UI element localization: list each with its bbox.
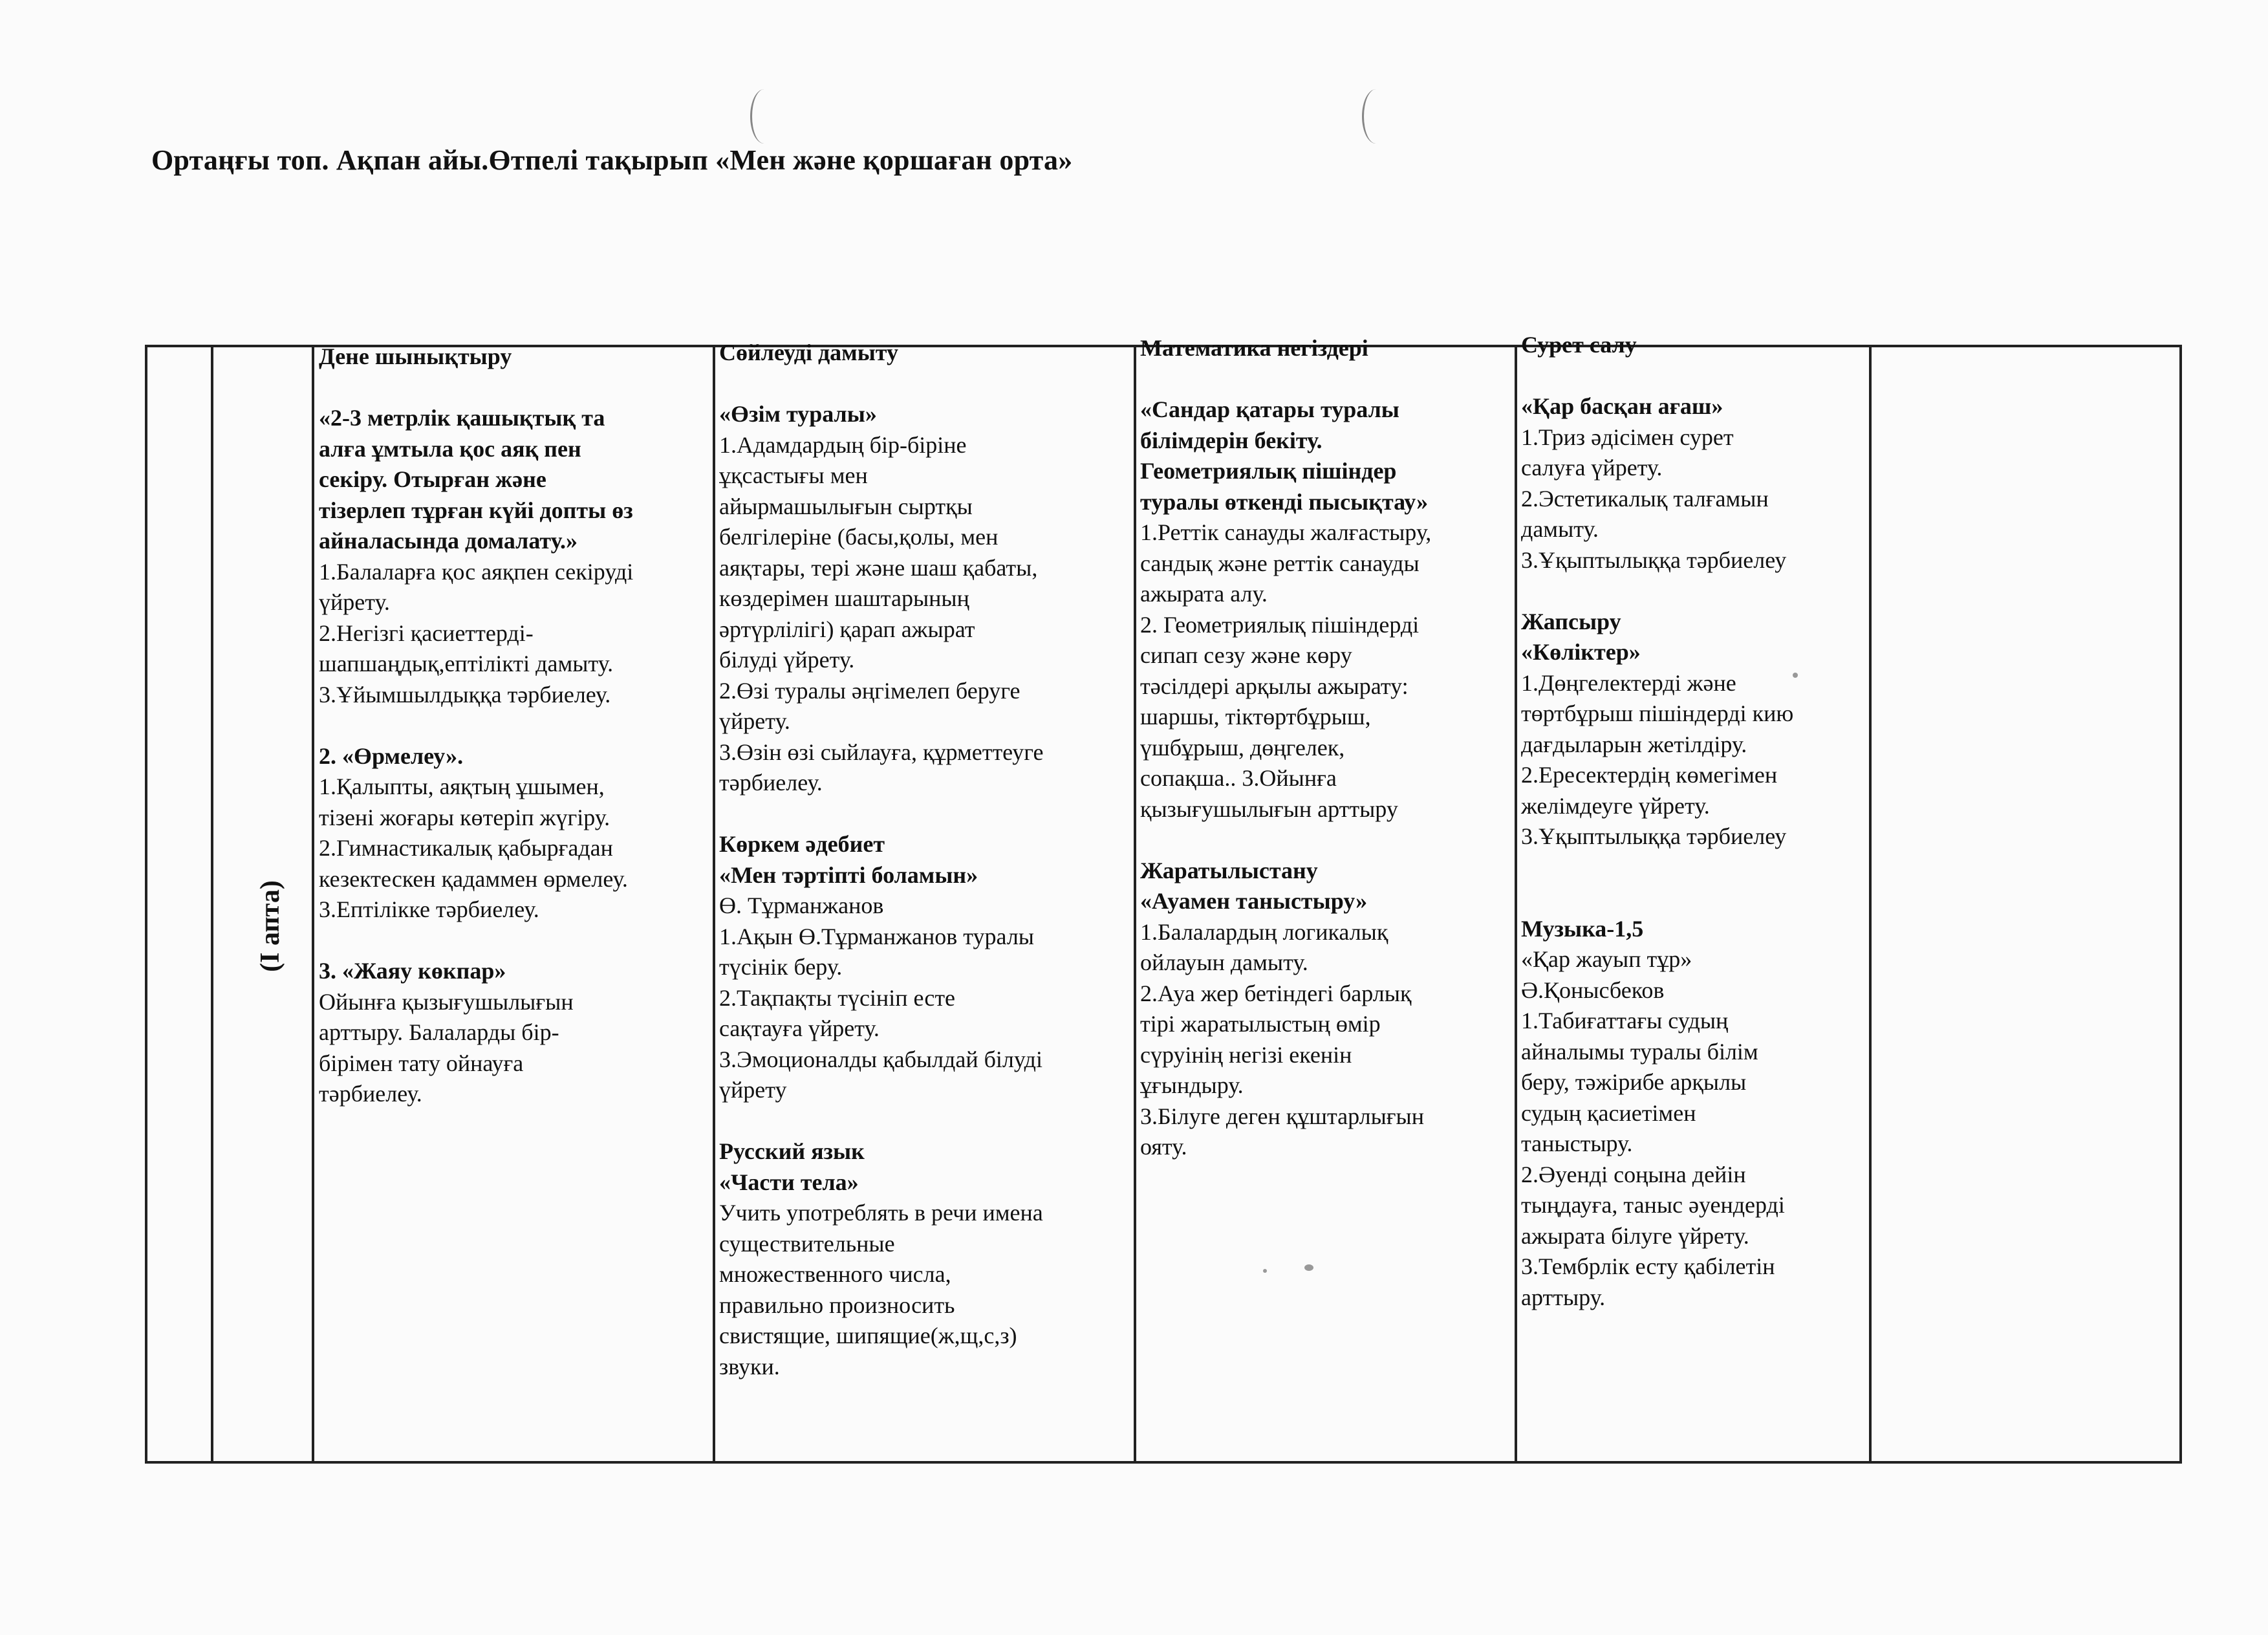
text-line: Ө. Тұрманжанов — [719, 893, 884, 918]
scan-speck — [1263, 1269, 1267, 1273]
section-heading-line: алға ұмтыла қос аяқ пен — [319, 435, 581, 462]
column-rule — [1515, 345, 1517, 1464]
text-line: 1.Реттік санауды жалғастыру, — [1140, 519, 1432, 545]
line-gap — [319, 710, 633, 741]
section-heading-line: «Көліктер» — [1521, 639, 1641, 665]
text-line: дағдыларын жетілдіру. — [1521, 731, 1747, 757]
text-line: существительные — [719, 1230, 895, 1257]
text-line: тәрбиелеу. — [719, 770, 823, 796]
text-line: Учить употреблять в речи имена — [719, 1200, 1043, 1226]
scan-speck — [1304, 1264, 1313, 1271]
section-heading-line: Жаратылыстану — [1140, 857, 1318, 883]
text-line: кезектескен қадаммен өрмелеу. — [319, 865, 628, 892]
text-line: 3.Ұқыптылыққа тәрбиелеу — [1521, 823, 1787, 849]
section-heading-line: Жапсыру — [1521, 608, 1621, 634]
text-line: 2.Өзі туралы әңгімелеп беруге — [719, 677, 1021, 704]
section-heading-line: «Части тела» — [719, 1169, 859, 1195]
text-line: тірі жаратылыстың өмір — [1140, 1011, 1381, 1037]
text-line: бірімен тату ойнауға — [319, 1050, 524, 1076]
section-heading-line: айналасында домалату.» — [319, 528, 578, 554]
text-line: көздерімен шаштарының — [719, 585, 969, 611]
section-heading-line: Дене шынықтыру — [319, 343, 512, 369]
text-line: дамыту. — [1521, 516, 1599, 542]
line-gap — [719, 1106, 1044, 1137]
column-speech-development — [719, 338, 1044, 1382]
text-line: 1.Табиғаттағы судың — [1521, 1008, 1729, 1034]
section-heading-line: «Өзім туралы» — [719, 401, 877, 427]
section-heading-line: «Мен тәртіпті боламын» — [719, 861, 978, 888]
text-line: айырмашылығын сыртқы — [719, 493, 973, 519]
text-line: 2.Ересектердің көмегімен — [1521, 762, 1778, 788]
text-line: 3.Ұқыптылыққа тәрбиелеу — [1521, 547, 1787, 573]
text-line: судың қасиетімен — [1521, 1099, 1696, 1126]
text-line: 1.Триз әдісімен сурет — [1521, 424, 1734, 450]
text-line: шаршы, тіктөртбұрыш, — [1140, 704, 1371, 730]
text-line: тәсілдері арқылы ажырату: — [1140, 673, 1409, 699]
line-gap — [719, 799, 1044, 830]
text-line: 3.Ептілікке тәрбиелеу. — [319, 896, 539, 922]
text-line: правильно произносить — [719, 1292, 955, 1318]
text-line: 3.Ұйымшылдыққа тәрбиелеу. — [319, 681, 611, 708]
section-heading-line: «Сандар қатары туралы — [1140, 396, 1399, 422]
text-line: ажырата алу. — [1140, 581, 1268, 607]
text-line: 3.Өзін өзі сыйлауға, құрметтеуге — [719, 739, 1044, 765]
section-heading-line: Геометриялық пішіндер — [1140, 458, 1397, 484]
text-line: шапшаңдық,ептілікті дамыту. — [319, 651, 614, 677]
text-line: ойлауын дамыту. — [1140, 949, 1308, 975]
text-line: ажырата білуге үйрету. — [1521, 1222, 1749, 1249]
text-line: тізені жоғары көтеріп жүгіру. — [319, 804, 610, 830]
section-heading-line: Русский язык — [719, 1138, 865, 1164]
text-line: 1.Дөңгелектерді және — [1521, 669, 1736, 696]
text-line: төртбұрыш пішіндерді кию — [1521, 700, 1794, 726]
section-heading-line: секіру. Отырған және — [319, 466, 546, 492]
section-heading-line: 2. «Өрмелеу». — [319, 742, 464, 769]
section-heading-line: 3. «Жаяу көкпар» — [319, 958, 506, 984]
line-gap — [319, 926, 633, 957]
text-line: ояту. — [1140, 1134, 1187, 1160]
text-line: 2.Ауа жер бетіндегі барлық — [1140, 980, 1412, 1006]
text-line: 2.Негізгі қасиеттерді- — [319, 620, 534, 646]
text-line: үшбұрыш, дөңгелек, — [1140, 734, 1345, 761]
text-line: айналымы туралы білім — [1521, 1038, 1758, 1065]
text-line: үйрету. — [719, 708, 790, 734]
text-line: 1.Ақын Ө.Тұрманжанов туралы — [719, 923, 1034, 949]
text-line: тыңдауға, таныс әуендерді — [1521, 1192, 1785, 1218]
section-heading-line: «Қар басқан ағаш» — [1521, 393, 1723, 419]
text-line: 2.Гимнастикалық қабырғадан — [319, 835, 613, 861]
line-gap — [319, 373, 633, 404]
line-gap — [719, 369, 1044, 400]
section-heading-line: тізерлеп тұрған күйі допты өз — [319, 497, 633, 523]
scan-speck — [1793, 673, 1798, 678]
section-heading-line: Музыка-1,5 — [1521, 915, 1644, 942]
column-mathematics — [1140, 333, 1431, 1163]
text-line: тәрбиелеу. — [319, 1081, 422, 1107]
week-label: (I апта) — [255, 880, 285, 972]
text-line: 3.Эмоционалды қабылдай білуді — [719, 1046, 1042, 1072]
text-line: арттыру. — [1521, 1284, 1606, 1310]
text-line: түсінік беру. — [719, 954, 843, 980]
text-line: білуді үйрету. — [719, 647, 855, 673]
text-line: ұқсастығы мен — [719, 462, 868, 488]
column-rule — [312, 345, 314, 1464]
text-line: әртүрлілігі) қарап ажырат — [719, 616, 975, 642]
text-line: сандық және реттік санауды — [1140, 550, 1420, 576]
text-line: сопақша.. 3.Ойынға — [1140, 765, 1337, 791]
text-line: Ә.Қонысбеков — [1521, 977, 1665, 1003]
text-line: сүруінің негізі екенін — [1140, 1041, 1352, 1068]
text-line: 2.Тақпақты түсініп есте — [719, 984, 956, 1011]
text-line: множественного числа, — [719, 1261, 951, 1287]
text-line: беру, тәжірибе арқылы — [1521, 1069, 1747, 1095]
column-rule — [713, 345, 715, 1464]
text-line: арттыру. Балаларды бір- — [319, 1019, 559, 1045]
line-gap — [1140, 364, 1431, 395]
text-line: таныстыру. — [1521, 1131, 1633, 1156]
column-rule — [1869, 345, 1872, 1464]
section-heading-line: Математика негіздері — [1140, 335, 1368, 361]
section-heading-line: «Ауамен таныстыру» — [1140, 888, 1368, 914]
punch-mark-left — [750, 89, 778, 144]
text-line: свистящие, шипящие(ж,щ,с,з) — [719, 1323, 1017, 1348]
text-line: 1.Қалыпты, аяқтың ұшымен, — [319, 774, 605, 799]
text-line: белгілеріне (басы,қолы, мен — [719, 524, 999, 550]
text-line: аяқтары, тері және шаш қабаты, — [719, 554, 1038, 581]
text-line: сақтауға үйрету. — [719, 1015, 880, 1041]
text-line: желімдеуге үйрету. — [1521, 792, 1710, 819]
text-line: 1.Адамдардың бір-біріне — [719, 431, 967, 458]
text-line: ұғындыру. — [1140, 1072, 1244, 1098]
column-rule — [1134, 345, 1136, 1464]
text-line: «Қар жауып тұр» — [1521, 946, 1692, 972]
line-gap — [1521, 361, 1793, 392]
punch-mark-right — [1362, 89, 1390, 144]
section-heading-line: «2-3 метрлік қашықтық та — [319, 405, 605, 431]
section-heading-line: Сурет салу — [1521, 332, 1637, 358]
section-heading-line: Көркем әдебиет — [719, 831, 885, 857]
text-line: 1.Балалардың логикалық — [1140, 918, 1388, 945]
section-heading-line: туралы өткенді пысықтау» — [1140, 488, 1429, 515]
text-line: үйрету. — [319, 589, 390, 615]
text-line: звуки. — [719, 1353, 780, 1380]
text-line: салуға үйрету. — [1521, 455, 1663, 481]
text-line: 1.Балаларға қос аяқпен секіруді — [319, 558, 634, 585]
text-line: Ойынға қызығушылығын — [319, 988, 574, 1015]
text-line: 2.Эстетикалық талғамын — [1521, 485, 1769, 512]
text-line: 2. Геометриялық пішіндерді — [1140, 611, 1420, 638]
line-gap — [1140, 825, 1431, 856]
text-line: қызығушылығын арттыру — [1140, 796, 1398, 822]
section-heading-line: білімдерін бекіту. — [1140, 427, 1323, 453]
line-gap — [1521, 576, 1793, 607]
column-rule — [211, 345, 213, 1464]
column-physical-education — [319, 341, 633, 1110]
text-line: 2.Әуенді соңына дейін — [1521, 1161, 1746, 1187]
column-drawing — [1521, 330, 1793, 1313]
text-line: 3.Білуге деген құштарлығын — [1140, 1103, 1424, 1129]
text-line: үйрету — [719, 1077, 787, 1103]
text-line: 3.Тембрлік есту қабілетін — [1521, 1253, 1775, 1279]
line-gap — [1521, 852, 1793, 914]
page-title: Ортаңғы топ. Ақпан айы.Өтпелі тақырып «Мен және қоршаған орта» — [151, 144, 1073, 176]
text-line: сипап сезу және көру — [1140, 642, 1352, 668]
section-heading-line: Сөйлеуді дамыту — [719, 340, 899, 365]
